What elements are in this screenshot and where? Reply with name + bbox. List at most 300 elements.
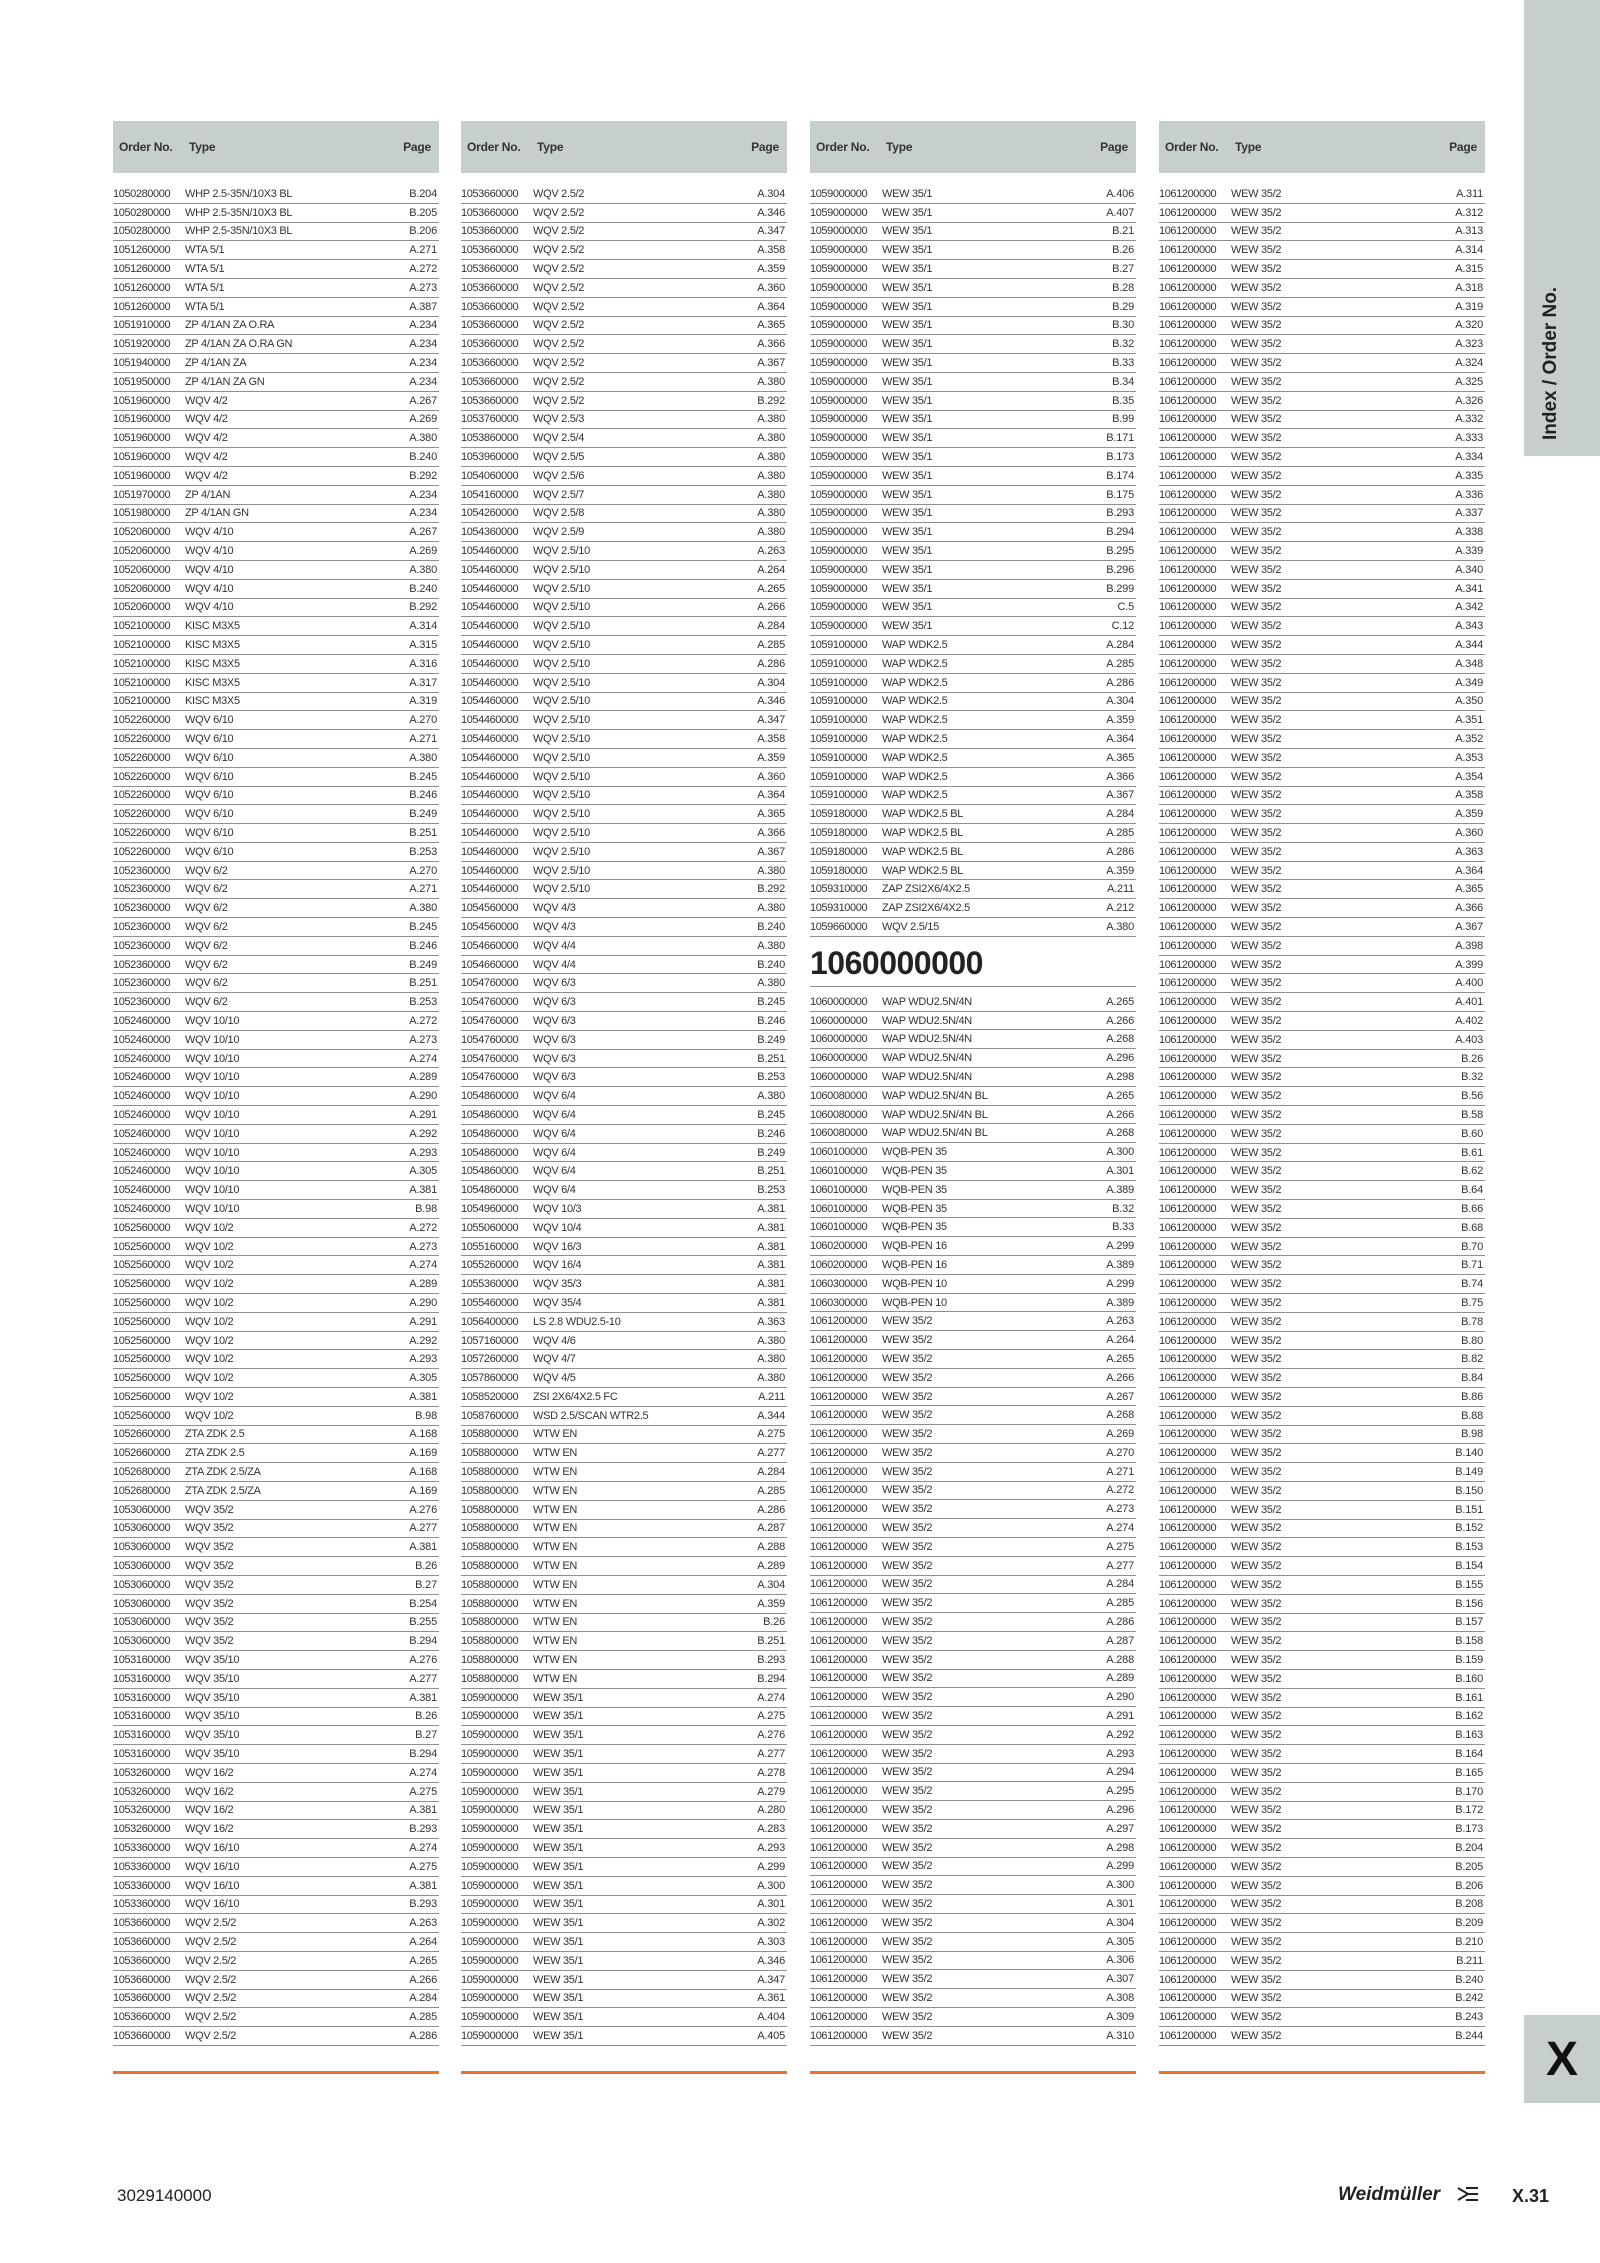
page-ref: A.285 (1106, 657, 1134, 670)
type-name: WEW 35/2 (1231, 1992, 1282, 2005)
order-number: 1055060000 (461, 1221, 519, 1234)
type-name: WQV 10/10 (185, 1184, 240, 1197)
page-ref: A.267 (409, 526, 437, 539)
page-ref: A.290 (409, 1296, 437, 1309)
index-row (810, 1970, 1136, 1989)
type-name: WEW 35/2 (1231, 1372, 1282, 1385)
order-number: 1061200000 (1159, 1127, 1217, 1140)
type-name: WEW 35/2 (1231, 1654, 1282, 1667)
order-number: 1051960000 (113, 394, 171, 407)
order-number: 1061200000 (1159, 1033, 1217, 1046)
type-name: WTA 5/1 (185, 300, 225, 313)
type-name: WAP WDK2.5 BL (882, 845, 964, 858)
page-ref: A.358 (757, 244, 785, 257)
type-name: WEW 35/1 (882, 225, 933, 238)
page-ref: B.61 (1461, 1146, 1483, 1159)
type-name: WQV 35/2 (185, 1541, 234, 1554)
type-name: WQV 10/3 (533, 1202, 582, 1215)
type-name: WEW 35/2 (1231, 1334, 1282, 1347)
index-row (810, 1952, 1136, 1971)
index-row (113, 2027, 439, 2046)
index-row (810, 1933, 1136, 1952)
type-name: WEW 35/1 (882, 244, 933, 257)
index-row (461, 1012, 787, 1031)
index-row (810, 392, 1136, 411)
page-ref: A.269 (409, 413, 437, 426)
order-number: 1061200000 (1159, 845, 1217, 858)
type-name: WEW 35/1 (533, 1691, 584, 1704)
type-name: WEW 35/2 (882, 1841, 933, 1854)
order-number: 1051260000 (113, 300, 171, 313)
type-name: WSD 2.5/SCAN WTR2.5 (533, 1409, 649, 1422)
order-number: 1061200000 (810, 1315, 868, 1328)
type-name: WEW 35/2 (1231, 657, 1282, 670)
type-name: WQV 6/2 (185, 883, 228, 896)
order-number: 1061200000 (1159, 1466, 1217, 1479)
type-name: WQV 6/4 (533, 1184, 576, 1197)
type-name: WQV 2.5/3 (533, 413, 585, 426)
type-name: WEW 35/1 (882, 357, 933, 370)
type-name: WEW 35/2 (1231, 1014, 1282, 1027)
index-row (461, 279, 787, 298)
index-row (810, 1519, 1136, 1538)
index-row (461, 317, 787, 336)
index-row (113, 1463, 439, 1482)
type-name: WEW 35/2 (1231, 1033, 1282, 1046)
page-ref: A.266 (1106, 1014, 1134, 1027)
index-row (1159, 617, 1485, 636)
page-ref: A.301 (757, 1898, 785, 1911)
order-number: 1050280000 (113, 225, 171, 238)
type-name: WEW 35/2 (1231, 451, 1282, 464)
index-row (113, 2008, 439, 2027)
type-name: WEW 35/2 (882, 1371, 933, 1384)
index-row (461, 2008, 787, 2027)
order-number: 1058800000 (461, 1597, 519, 1610)
page-ref: A.298 (1106, 1070, 1134, 1083)
order-number: 1059000000 (461, 1973, 519, 1986)
order-number: 1061200000 (1159, 300, 1217, 313)
type-name: WQV 2.5/10 (533, 864, 590, 877)
index-row (810, 542, 1136, 561)
order-number: 1054460000 (461, 845, 519, 858)
order-number: 1061200000 (810, 1822, 868, 1835)
page-header: Page (403, 140, 431, 154)
index-row (113, 674, 439, 693)
page-ref: A.297 (1106, 1822, 1134, 1835)
type-name: WQV 4/2 (185, 394, 228, 407)
order-number: 1060000000 (810, 1033, 868, 1046)
type-name: WEW 35/2 (882, 1597, 933, 1610)
page-ref: B.240 (757, 958, 785, 971)
index-row (810, 693, 1136, 712)
index-row (810, 317, 1136, 336)
page-ref: A.271 (409, 244, 437, 257)
index-row (1159, 411, 1485, 430)
index-row (1159, 1294, 1485, 1313)
page-ref: B.293 (409, 1823, 437, 1836)
type-name: WQV 16/2 (185, 1804, 234, 1817)
page-ref: B.175 (1106, 488, 1134, 501)
type-name: WEW 35/2 (882, 1409, 933, 1422)
index-row (1159, 429, 1485, 448)
type-name: WQB-PEN 16 (882, 1258, 947, 1271)
index-row (113, 1350, 439, 1369)
type-name: WAP WDK2.5 (882, 714, 948, 727)
page-ref: A.310 (1106, 2029, 1134, 2042)
index-row (810, 298, 1136, 317)
type-name: ZTA ZDK 2.5 (185, 1447, 245, 1460)
index-row (461, 1820, 787, 1839)
page-ref: A.296 (1106, 1804, 1134, 1817)
index-row (113, 1576, 439, 1595)
order-number: 1059000000 (461, 1691, 519, 1704)
index-row (810, 1143, 1136, 1162)
type-name: WQV 4/3 (533, 902, 576, 915)
order-number: 1052260000 (113, 808, 171, 821)
index-row (113, 862, 439, 881)
index-row (810, 279, 1136, 298)
order-number: 1060000000 (810, 1052, 868, 1065)
index-row (810, 1425, 1136, 1444)
index-row (1159, 1952, 1485, 1971)
type-name: WQV 35/10 (185, 1729, 240, 1742)
index-row (113, 956, 439, 975)
order-number: 1053660000 (461, 357, 519, 370)
index-row (810, 1124, 1136, 1143)
order-number: 1061200000 (1159, 1296, 1217, 1309)
index-row (113, 1651, 439, 1670)
index-row (113, 1256, 439, 1275)
order-number: 1061200000 (1159, 1353, 1217, 1366)
index-row (113, 1200, 439, 1219)
order-number: 1053260000 (113, 1785, 171, 1798)
index-row (810, 1312, 1136, 1331)
page-ref: A.337 (1455, 507, 1483, 520)
order-number: 1059000000 (810, 451, 868, 464)
index-row (113, 1162, 439, 1181)
page-ref: A.304 (1106, 1916, 1134, 1929)
type-name: WQV 2.5/2 (533, 281, 585, 294)
page-ref: A.341 (1455, 582, 1483, 595)
order-number: 1054460000 (461, 676, 519, 689)
index-row (113, 542, 439, 561)
order-number: 1061200000 (1159, 451, 1217, 464)
type-name: WAP WDK2.5 BL (882, 826, 964, 839)
page-ref: B.292 (409, 469, 437, 482)
page-ref: A.325 (1455, 375, 1483, 388)
order-number: 1051910000 (113, 319, 171, 332)
index-row (810, 1012, 1136, 1031)
index-row (1159, 768, 1485, 787)
type-name: WHP 2.5-35N/10X3 BL (185, 187, 293, 200)
order-number: 1061200000 (1159, 1917, 1217, 1930)
page-ref: A.347 (757, 1973, 785, 1986)
index-row (461, 862, 787, 881)
type-name: WEW 35/2 (1231, 1315, 1282, 1328)
index-row (113, 1407, 439, 1426)
type-name: WQV 4/10 (185, 601, 234, 614)
type-name: LS 2.8 WDU2.5-10 (533, 1315, 621, 1328)
page-ref: A.299 (757, 1860, 785, 1873)
order-number: 1061200000 (1159, 1729, 1217, 1742)
type-name: WQV 4/4 (533, 958, 576, 971)
type-name: WEW 35/1 (882, 432, 933, 445)
page-ref: B.157 (1455, 1616, 1483, 1629)
type-name: WQV 2.5/10 (533, 545, 590, 558)
page-ref: A.271 (1106, 1465, 1134, 1478)
type-name: WAP WDK2.5 (882, 789, 948, 802)
type-name: WEW 35/2 (1231, 920, 1282, 933)
chapter-x-tab: X (1524, 2015, 1600, 2103)
index-row (113, 1125, 439, 1144)
page-ref: A.302 (757, 1917, 785, 1930)
order-number: 1060100000 (810, 1183, 868, 1196)
page-ref: A.306 (1106, 1954, 1134, 1967)
page-ref: A.272 (409, 1221, 437, 1234)
page-ref: B.294 (1106, 526, 1134, 539)
page-ref: A.319 (409, 695, 437, 708)
order-number: 1058800000 (461, 1654, 519, 1667)
page-ref: A.273 (409, 1033, 437, 1046)
type-name: WEW 35/2 (1231, 1691, 1282, 1704)
order-number: 1059000000 (810, 281, 868, 294)
type-name: WQV 16/3 (533, 1240, 582, 1253)
type-name: WQV 10/10 (185, 1202, 240, 1215)
order-number: 1061200000 (810, 1559, 868, 1572)
index-row (461, 1444, 787, 1463)
index-row (113, 411, 439, 430)
index-row (810, 354, 1136, 373)
order-number: 1054460000 (461, 620, 519, 633)
order-number: 1058800000 (461, 1484, 519, 1497)
type-name: WEW 35/1 (533, 1973, 584, 1986)
order-number: 1061200000 (1159, 1409, 1217, 1422)
order-number: 1061200000 (810, 1334, 868, 1347)
page-ref: A.380 (757, 526, 785, 539)
order-number: 1061200000 (1159, 1315, 1217, 1328)
order-number: 1052680000 (113, 1466, 171, 1479)
page-ref: A.366 (1106, 770, 1134, 783)
order-number: 1059000000 (461, 1898, 519, 1911)
type-name: WAP WDK2.5 (882, 657, 948, 670)
index-row (113, 223, 439, 242)
page-ref: A.289 (757, 1560, 785, 1573)
type-name: WQV 6/2 (185, 920, 228, 933)
order-number: 1052560000 (113, 1334, 171, 1347)
page-ref: B.152 (1455, 1522, 1483, 1535)
page-ref: A.359 (757, 263, 785, 276)
page-header: Page (1100, 140, 1128, 154)
index-row (461, 505, 787, 524)
index-row (810, 1594, 1136, 1613)
page-ref: A.334 (1455, 451, 1483, 464)
index-row (461, 1745, 787, 1764)
page-ref: A.234 (409, 375, 437, 388)
order-number: 1061200000 (1159, 1221, 1217, 1234)
page-ref: B.21 (1112, 225, 1134, 238)
page-ref: B.296 (1106, 563, 1134, 576)
section-side-tab (1524, 0, 1600, 456)
index-row (810, 1388, 1136, 1407)
index-row (461, 1482, 787, 1501)
page-ref: A.338 (1455, 526, 1483, 539)
page-ref: A.380 (409, 563, 437, 576)
type-name: WQV 35/10 (185, 1654, 240, 1667)
order-number: 1060200000 (810, 1240, 868, 1253)
type-name: WEW 35/2 (882, 1766, 933, 1779)
order-number: 1053660000 (461, 375, 519, 388)
order-number: 1053360000 (113, 1898, 171, 1911)
page-ref: A.169 (409, 1447, 437, 1460)
page-ref: A.380 (757, 977, 785, 990)
order-number: 1053360000 (113, 1860, 171, 1873)
page-ref: A.274 (757, 1691, 785, 1704)
type-name: WQV 6/4 (533, 1090, 576, 1103)
index-row (1159, 1783, 1485, 1802)
order-number: 1051960000 (113, 413, 171, 426)
type-name: WQV 6/10 (185, 733, 234, 745)
order-number: 1054860000 (461, 1165, 519, 1178)
page-ref: B.245 (757, 996, 785, 1009)
order-number: 1059000000 (810, 563, 868, 576)
index-row (810, 2027, 1136, 2046)
type-name: WQV 10/10 (185, 1014, 240, 1027)
index-row (1159, 1238, 1485, 1257)
page-ref: A.381 (757, 1202, 785, 1215)
index-row (461, 260, 787, 279)
type-name: WTW EN (533, 1654, 578, 1667)
index-row (461, 1971, 787, 1990)
order-number: 1060000000 (810, 1014, 868, 1027)
index-row (810, 223, 1136, 242)
order-number: 1054660000 (461, 958, 519, 971)
page-ref: B.58 (1461, 1108, 1483, 1121)
order-number: 1061200000 (1159, 1973, 1217, 1986)
order-number: 1054460000 (461, 714, 519, 727)
type-name: ZAP ZSI2X6/4X2.5 (882, 902, 970, 915)
page-ref: A.270 (409, 864, 437, 877)
index-row (1159, 298, 1485, 317)
page-ref: B.246 (757, 1014, 785, 1027)
page-ref: B.163 (1455, 1729, 1483, 1742)
order-number: 1052060000 (113, 526, 171, 539)
index-row (810, 862, 1136, 881)
type-name: WQV 10/10 (185, 1071, 240, 1084)
page-ref: A.212 (1106, 902, 1134, 915)
order-number: 1053060000 (113, 1616, 171, 1629)
index-row (461, 429, 787, 448)
type-name: WQV 16/2 (185, 1823, 234, 1836)
brand-logo: Weidmüller (1338, 2184, 1441, 2205)
page-ref: A.311 (1456, 187, 1483, 200)
page-ref: B.240 (757, 920, 785, 933)
order-number: 1061200000 (1159, 1672, 1217, 1685)
order-number: 1059000000 (810, 375, 868, 388)
index-row (810, 204, 1136, 223)
order-number: 1054460000 (461, 883, 519, 896)
page-ref: B.140 (1455, 1447, 1483, 1460)
order-number: 1059000000 (461, 1936, 519, 1948)
order-number: 1052460000 (113, 1071, 171, 1084)
order-number: 1052260000 (113, 770, 171, 783)
page-ref: A.169 (409, 1484, 437, 1497)
index-row (461, 1538, 787, 1557)
page-ref: B.155 (1455, 1578, 1483, 1591)
type-name: WQB-PEN 10 (882, 1277, 947, 1290)
type-name: WEW 35/1 (533, 1842, 584, 1855)
type-name: WEW 35/2 (1231, 639, 1282, 652)
index-row (810, 1858, 1136, 1877)
order-number: 1054760000 (461, 996, 519, 1009)
index-row (461, 1181, 787, 1200)
index-row (113, 1106, 439, 1125)
index-row (113, 617, 439, 636)
page-ref: A.380 (757, 507, 785, 520)
type-name: WEW 35/2 (1231, 1710, 1282, 1723)
index-row (810, 1989, 1136, 2008)
type-name: WTW EN (533, 1635, 578, 1648)
page-ref: A.269 (409, 545, 437, 558)
type-name: WEW 35/2 (882, 1710, 933, 1723)
index-row (461, 1031, 787, 1050)
page-ref: A.318 (1455, 281, 1483, 294)
index-row (113, 880, 439, 899)
index-row (810, 674, 1136, 693)
index-row (1159, 580, 1485, 599)
index-row (810, 843, 1136, 862)
type-name: WEW 35/2 (882, 1973, 933, 1986)
index-row (810, 1106, 1136, 1125)
type-name: WEW 35/2 (882, 1916, 933, 1929)
index-row (461, 937, 787, 956)
order-number: 1053060000 (113, 1560, 171, 1573)
type-name: WQV 6/2 (185, 902, 228, 915)
order-number: 1050280000 (113, 206, 171, 219)
type-name: WEW 35/2 (882, 1315, 933, 1328)
type-name: WEW 35/2 (1231, 751, 1282, 764)
index-row (1159, 1971, 1485, 1990)
order-number: 1059310000 (810, 883, 868, 896)
type-name: WQV 6/3 (533, 977, 576, 990)
order-no-header: Order No. (467, 140, 521, 154)
order-number: 1061200000 (1159, 2011, 1217, 2024)
type-name: WQV 2.5/10 (533, 639, 590, 652)
order-number: 1054460000 (461, 826, 519, 839)
order-number: 1055260000 (461, 1259, 519, 1272)
page-ref: B.246 (409, 939, 437, 952)
order-number: 1054760000 (461, 977, 519, 990)
page-ref: A.271 (409, 733, 437, 745)
type-name: WEW 35/2 (882, 1352, 933, 1365)
type-name: WQV 10/10 (185, 1146, 240, 1159)
type-name: WQV 35/2 (185, 1597, 234, 1610)
page-ref: A.406 (1106, 187, 1134, 200)
order-number: 1052360000 (113, 977, 171, 990)
order-number: 1054760000 (461, 1033, 519, 1046)
order-number: 1052360000 (113, 996, 171, 1009)
type-name: WQV 2.5/2 (185, 1973, 237, 1986)
page-ref: A.323 (1455, 338, 1483, 351)
page-ref: A.266 (757, 601, 785, 614)
order-number: 1061200000 (1159, 1879, 1217, 1892)
page-ref: B.206 (409, 225, 437, 238)
type-name: WEW 35/2 (1231, 432, 1282, 445)
index-row (810, 523, 1136, 542)
order-number: 1061200000 (1159, 977, 1217, 990)
index-row (1159, 599, 1485, 618)
index-row (1159, 1538, 1485, 1557)
